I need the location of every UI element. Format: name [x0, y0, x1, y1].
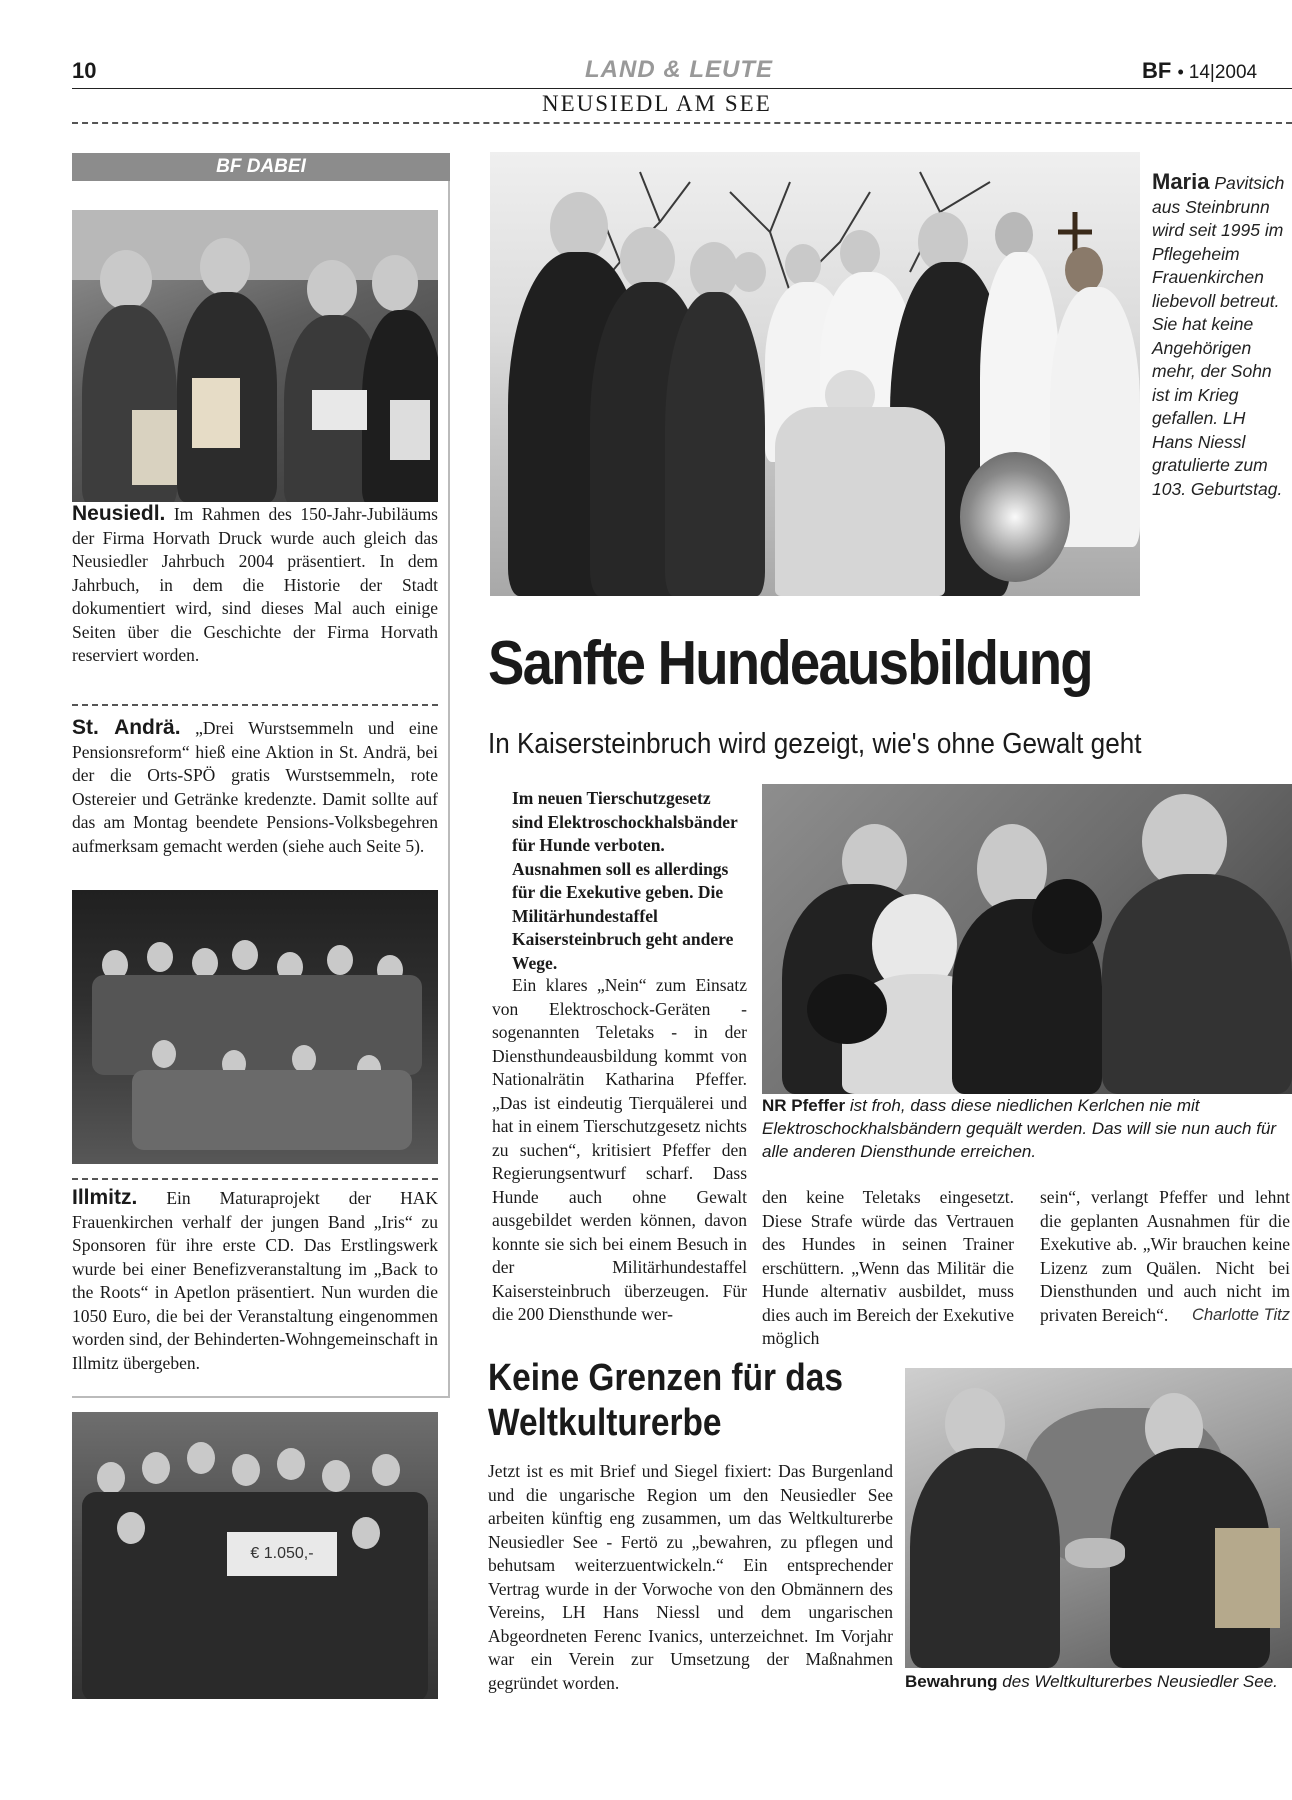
sidebar-divider-2 [72, 1178, 438, 1180]
sidebar-photo-band-check-handover [72, 1412, 438, 1699]
article-subhead-dog-training: In Kaisersteinbruch wird gezeigt, wie's ohne Gewalt geht [488, 728, 1142, 760]
sidebar-photo-book-presentation [72, 210, 438, 502]
region-title: NEUSIEDL AM SEE [542, 91, 772, 116]
header-dashed-rule [72, 122, 1292, 124]
header-rule [72, 88, 1292, 89]
article-col2-dog-training: den keine Teletaks eingesetzt. Diese Strafe würde das Vertrauen des Hundes in seinen Trainer erschüttern. „Wenn das Militär die Hunde alternativ ausbildet, muss dies auch im Bereich der Exekutive möglich [762, 1187, 1014, 1348]
article-author: Charlotte Titz [1192, 1305, 1290, 1324]
top-photo-caption [1152, 170, 1286, 501]
issue-number: 14|2004 [1188, 62, 1258, 83]
article-headline-world-heritage-line2: Weltkulturerbe [488, 1402, 722, 1444]
article-headline-world-heritage [488, 1356, 843, 1446]
page-number: 10 [72, 58, 97, 83]
article-col3-dog-training [1040, 1186, 1290, 1327]
sidebar-item-st-andrae-text: „Drei Wurstsemmeln und eine Pensionsreform“ hieß eine Aktion in St. Andrä, bei der die Orts-SPÖ gratis Wurstsemmeln, rote Ostereier und Getränke kredenzte. Damit sollte auf das am Montag beendete Pensions-Volksbegehren aufmerksam gemacht werden (siehe auch Seite 5). [72, 718, 438, 856]
top-photo-birthday-care-home [490, 152, 1140, 596]
sidebar-item-neusiedl [72, 502, 438, 668]
top-photo-caption-text: Pavitsich aus Steinbrunn wird seit 1995 im Pflegeheim Frauenkirchen liebevoll betreut. Sie hat keine Angehörigen mehr, der Sohn ist im Krieg gefallen. LH Hans Niessl gratulierte zum 103. Geburtstag. [1152, 173, 1285, 499]
dog-photo-caption [762, 1094, 1292, 1163]
sidebar-divider-1 [72, 704, 438, 706]
sidebar-item-illmitz [72, 1186, 438, 1375]
sidebar-label: BF DABEI [72, 153, 450, 181]
dog-training-photo [762, 784, 1292, 1094]
dog-photo-caption-name: NR Pfeffer [762, 1096, 846, 1115]
section-title: LAND & LEUTE [585, 56, 773, 83]
sidebar-photo-sausage-rolls-event [72, 890, 438, 1164]
sidebar-item-illmitz-place: Illmitz. [72, 1186, 138, 1209]
article-headline-dog-training: Sanfte Hundeausbildung [488, 629, 1092, 698]
publication-logo: BF [1142, 58, 1172, 83]
article-intro-dog-training: Im neuen Tierschutzgesetz sind Elektroschockhalsbänder für Hunde verboten. Ausnahmen soll es allerdings für die Exekutive geben. Die Militärhundestaffel Kaisersteinbruch geht andere Wege. [512, 788, 738, 973]
dog-photo-caption-text: ist froh, dass diese niedlichen Kerlchen nie mit Elektroschockhalsbändern gequält werden. Das will sie nun auch für alle anderen Diensthunde erreichen. [762, 1096, 1277, 1161]
sidebar-check-board: € 1.050,- [227, 1532, 337, 1576]
article-col1-dog-training: Ein klares „Nein“ zum Einsatz von Elektroschock-Geräten - sogenannten Teletaks - in der Diensthundeausbildung kommt von Nationalrätin Katharina Pfeffer. „Das ist eindeutig Tierquälerei und hat in einem Tierschutzgesetz nichts zu suchen“, kritisiert Pfeffer den Regierungsentwurf scharf. Dass Hunde auch ohne Gewalt ausgebildet werden können, davon konnte sie sich bei einem Besuch in der Militärhundestaffel Kaisersteinbruch überzeugen. Für die 200 Diensthunde wer- [492, 975, 747, 1324]
article-headline-world-heritage-line1: Keine Grenzen für das [488, 1357, 843, 1399]
world-heritage-caption-name: Bewahrung [905, 1672, 998, 1691]
world-heritage-photo [905, 1368, 1292, 1668]
world-heritage-photo-caption [905, 1672, 1292, 1692]
sidebar-item-neusiedl-place: Neusiedl. [72, 502, 166, 525]
sidebar-item-neusiedl-text: Im Rahmen des 150-Jahr-Jubiläums der Firma Horvath Druck wurde auch gleich das Neusiedler Jahrbuch 2004 präsentiert. In dem Jahrbuch, in dem die Historie der Stadt dokumentiert wird, sind dieses Mal auch einige Seiten über die Geschichte der Firma Horvath reserviert worden. [72, 504, 438, 665]
world-heritage-caption-text: des Weltkulturerbes Neusiedler See. [1002, 1672, 1278, 1691]
sidebar-item-st-andrae-place: St. Andrä. [72, 716, 181, 739]
top-photo-caption-name: Maria [1152, 169, 1210, 194]
sidebar-item-illmitz-text: Ein Maturaprojekt der HAK Frauenkirchen verhalf der jungen Band „Iris“ zu Sponsoren für ihre erste CD. Das Erstlingswerk wurde bei einer Benefizveranstaltung im „Back to the Roots“ in Apetlon präsentiert. Nun wurden die 1050 Euro, die bei der Veranstaltung eingenommen worden sind, der Behinderten-Wohngemeinschaft in Illmitz übergeben. [72, 1188, 438, 1373]
article-col3-text: sein“, verlangt Pfeffer und lehnt die geplanten Ausnahmen für die Exekutive ab. „Wir brauchen keine Lizenz zum Quälen. Nicht bei Diensthunden und auch nicht im privaten Bereich“. [1040, 1187, 1290, 1325]
sidebar-item-st-andrae [72, 716, 438, 858]
publication-name: BF • 14|2004 [1142, 58, 1258, 83]
article-body-world-heritage: Jetzt ist es mit Brief und Siegel fixiert: Das Burgenland und die ungarische Region um den Neusiedler See arbeiten künftig eng zusammen, um das Weltkulturerbe Neusiedler See - Fertö zu „bewahren, zu pflegen und behutsam weiterzuentwickeln.“ Ein entsprechender Vertrag wurde in der Vorwoche von den Obmännern des Vereins, LH Hans Niessl und dem ungarischen Abgeordneten Ferenc Ivanics, unterzeichnet. Im Vorjahr war ein Verein zur Umsetzung der Maßnahmen gegründet worden. [488, 1461, 893, 1693]
